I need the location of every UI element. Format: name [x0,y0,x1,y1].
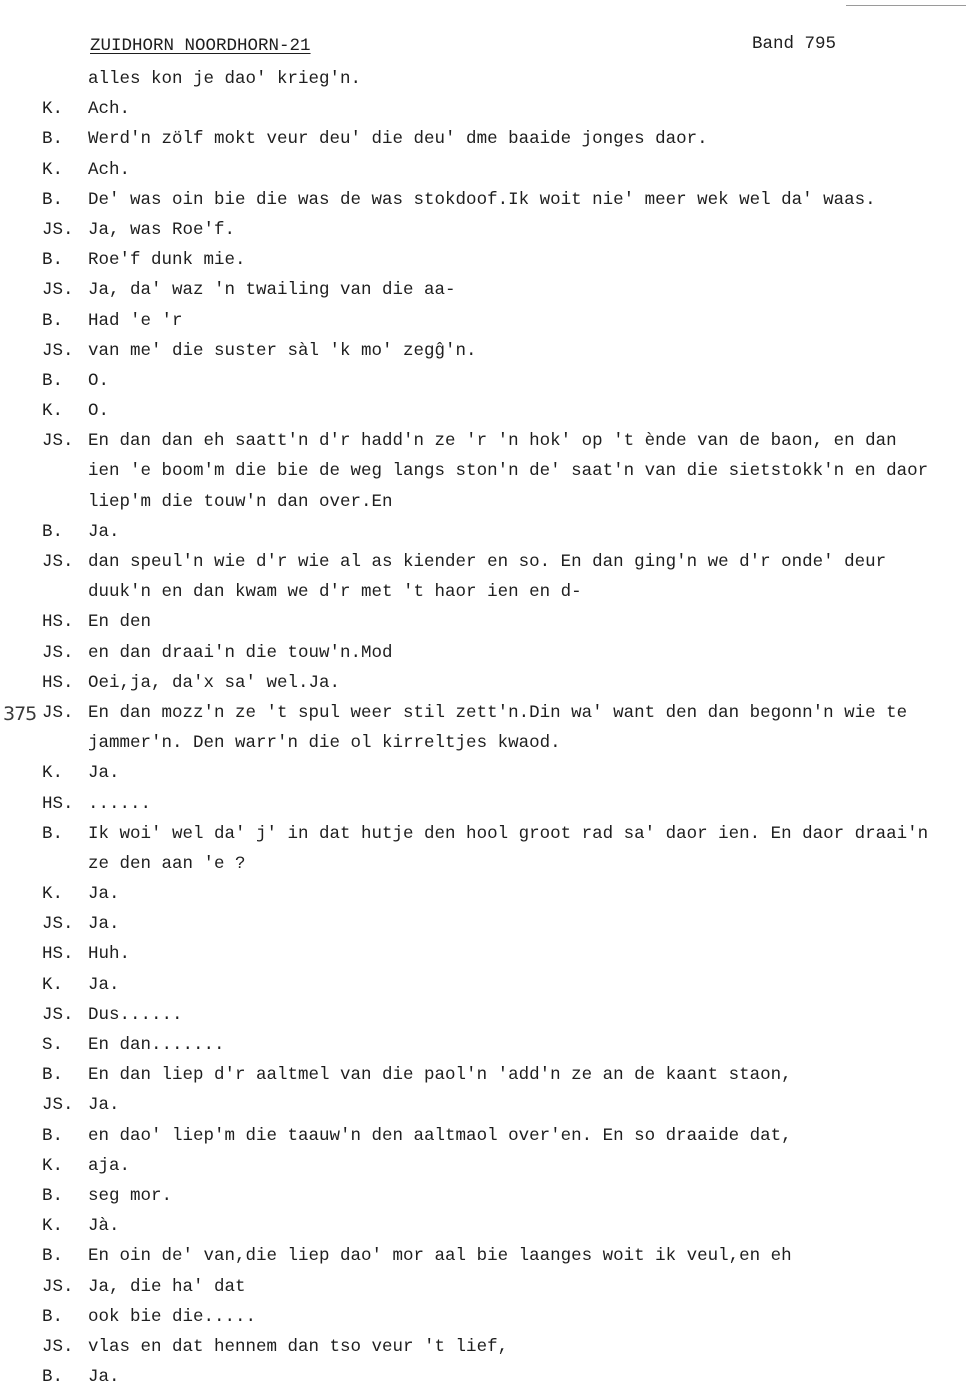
speaker-label: K. [42,884,64,905]
band-number: Band 795 [752,34,837,54]
utterance-line: O. [88,401,110,422]
speaker-label: HS. [42,672,74,693]
utterance [88,366,966,396]
utterance-line: dan speul'n wie d'r wie al as kiender en so. En dan ging'n we d'r onde' deur [88,552,887,572]
transcript-turn [0,124,966,154]
transcript-turn [0,64,966,94]
utterance [88,185,966,215]
utterance-line: van me' die suster sàl 'k mo' zegĝ'n. [88,340,477,361]
utterance [88,245,966,275]
transcript-turn [0,1121,966,1151]
utterance-line: Ja. [88,974,120,995]
transcript-turn [0,970,966,1000]
page-title: ZUIDHORN NOORDHORN-21 [90,36,311,56]
speaker-label: JS. [42,340,74,361]
utterance [88,275,966,305]
utterance-line: Ja, die ha' dat [88,1276,246,1297]
utterance-line: De' was oin bie die was de was stokdoof.Ik woit nie' meer wek wel da' waas. [88,189,876,210]
utterance [88,1060,966,1090]
transcript-turn [0,758,966,788]
utterance [88,819,966,879]
utterance [88,879,966,909]
utterance-line: O. [88,370,110,391]
utterance-line: Ach. [88,159,131,180]
utterance-line: ook bie die..... [88,1306,257,1327]
speaker-label: JS. [42,914,74,935]
utterance-line: seg mor. [88,1185,173,1206]
utterance [88,426,966,517]
transcript-turn [0,789,966,819]
speaker-label: JS. [42,280,74,301]
speaker-label: B. [42,1065,64,1086]
transcript-turn [0,547,966,607]
utterance-line: Oei,ja, da'x sa' wel.Ja. [88,672,341,693]
utterance-line: Ja, da' waz 'n twailing van die aa- [88,280,456,301]
transcript-turn [0,1211,966,1241]
speaker-label: B. [42,1246,64,1267]
utterance [88,94,966,124]
utterance [88,1241,966,1271]
transcript-turn [0,819,966,879]
utterance-line: Ja, was Roe'f. [88,219,236,240]
transcript-turn [0,668,966,698]
utterance-line: Had 'e 'r [88,310,183,331]
speaker-label: B. [42,129,64,150]
utterance [88,970,966,1000]
utterance-line: liep'm die touw'n dan over.En [88,491,393,512]
utterance-line: En dan mozz'n ze 't spul weer stil zett'n.Din wa' want den dan begonn'n wie te [88,702,908,723]
utterance-line: alles kon je dao' krieg'n. [88,69,362,89]
utterance-line: ien 'e boom'm die bie de weg langs ston'n de' saat'n van die sietstokk'n en daor [88,461,929,482]
speaker-label: HS. [42,612,74,633]
utterance [88,517,966,547]
utterance-line: Ja. [88,763,120,784]
speaker-label: JS. [42,1004,74,1025]
speaker-label [0,64,88,94]
utterance [88,1332,966,1362]
utterance-line: Ja. [88,1367,120,1388]
transcript-turn [0,245,966,275]
utterance-line: ze den aan 'e ? [88,853,246,874]
utterance [88,215,966,245]
utterance [88,939,966,969]
transcript-turn [0,1302,966,1332]
transcript-turn [0,1090,966,1120]
speaker-label: B. [42,521,64,542]
speaker-label: K. [42,1216,64,1237]
speaker-label: K. [42,1155,64,1176]
utterance [88,607,966,637]
utterance [88,789,966,819]
speaker-label: HS. [42,793,74,814]
transcript-turn [0,396,966,426]
speaker-label: HS. [42,944,74,965]
utterance [88,698,966,758]
speaker-label: K. [42,763,64,784]
utterance-line: Ach. [88,99,131,120]
speaker-label: JS. [42,702,74,723]
utterance [88,1121,966,1151]
utterance [88,1030,966,1060]
transcript-turn [0,366,966,396]
speaker-label: JS. [42,552,74,572]
transcript-turn [0,336,966,366]
handwritten-margin-note: 375 [3,703,37,725]
transcript-turn [0,155,966,185]
top-edge-rule [846,5,966,6]
utterance-line: ...... [88,793,152,814]
speaker-label: B. [42,1306,64,1327]
transcript-turn [0,1030,966,1060]
utterance [88,1151,966,1181]
utterance [88,1272,966,1302]
transcript-turn [0,306,966,336]
utterance [88,1181,966,1211]
transcript-turn [0,185,966,215]
utterance [88,758,966,788]
transcript-turn [0,939,966,969]
utterance [88,909,966,939]
transcript-turn [0,426,966,517]
utterance-line: aja. [88,1155,131,1176]
utterance-line: en dan draai'n die touw'n.Mod [88,642,393,663]
utterance-line: Ja. [88,914,120,935]
speaker-label: B. [42,250,64,271]
utterance-line: Ja. [88,884,120,905]
utterance [88,124,966,154]
utterance-line: jammer'n. Den warr'n die ol kirreltjes kwaod. [88,733,561,754]
transcript-turn [0,1181,966,1211]
utterance-line: en dao' liep'm die taauw'n den aaltmaol over'en. En so draaide dat, [88,1125,792,1146]
utterance-line: Ik woi' wel da' j' in dat hutje den hool groot rad sa' daor ien. En daor draai'n [88,823,929,844]
transcript-turn [0,1362,966,1392]
utterance [88,1000,966,1030]
speaker-label: B. [42,1125,64,1146]
speaker-label: S. [42,1035,64,1055]
utterance [88,64,966,94]
utterance-line: Werd'n zölf mokt veur deu' die deu' dme baaide jonges daor. [88,129,708,150]
utterance [88,155,966,185]
transcript-turn [0,1272,966,1302]
speaker-label: JS. [42,1336,74,1357]
utterance-line: Ja. [88,1095,120,1116]
utterance-line: Dus...... [88,1004,183,1025]
speaker-label: B. [42,823,64,844]
speaker-label: B. [42,310,64,331]
speaker-label: JS. [42,219,74,240]
transcript-turn [0,1332,966,1362]
speaker-label: B. [42,189,64,210]
transcript-turn [0,1151,966,1181]
speaker-label: JS. [42,642,74,663]
speaker-label: B. [42,1367,64,1388]
transcript-turn [0,1060,966,1090]
utterance-line: En oin de' van,die liep dao' mor aal bie laanges woit ik veul,en eh [88,1246,792,1267]
utterance [88,668,966,698]
utterance [88,547,966,607]
utterance-line: En dan dan eh saatt'n d'r hadd'n ze 'r 'n hok' op 't ènde van de baon, en dan [88,431,897,452]
transcript-turn [0,1000,966,1030]
transcript-turn [0,698,966,758]
transcript-turn [0,607,966,637]
speaker-label: B. [42,1185,64,1206]
transcript-turn [0,879,966,909]
utterance [88,306,966,336]
utterance-line: Roe'f dunk mie. [88,250,246,271]
utterance-line: Ja. [88,521,120,542]
utterance-line: En den [88,612,152,633]
speaker-label: JS. [42,1095,74,1116]
utterance [88,638,966,668]
speaker-label: K. [42,974,64,995]
utterance [88,1090,966,1120]
speaker-label: K. [42,99,64,120]
utterance-line: En dan liep d'r aaltmel van die paol'n 'add'n ze an de kaant staon, [88,1065,792,1086]
speaker-label: B. [42,370,64,391]
utterance [88,1362,966,1392]
transcript-turn [0,1241,966,1271]
utterance [88,1211,966,1241]
transcript-turn [0,638,966,668]
utterance-line: vlas en dat hennem dan tso veur 't lief, [88,1336,509,1357]
utterance [88,1302,966,1332]
transcript-body [0,64,966,1392]
transcript-turn [0,909,966,939]
speaker-label: JS. [42,1276,74,1297]
transcript-turn [0,517,966,547]
utterance-line: Huh. [88,944,131,965]
speaker-label: K. [42,401,64,422]
utterance [88,396,966,426]
transcript-turn [0,275,966,305]
speaker-label: K. [42,159,64,180]
utterance [88,336,966,366]
speaker-label: JS. [42,431,74,452]
transcript-turn [0,215,966,245]
utterance-line: duuk'n en dan kwam we d'r met 't haor ien en d- [88,582,582,603]
utterance-line: Jà. [88,1216,120,1237]
utterance-line: En dan....... [88,1035,225,1055]
transcript-turn [0,94,966,124]
